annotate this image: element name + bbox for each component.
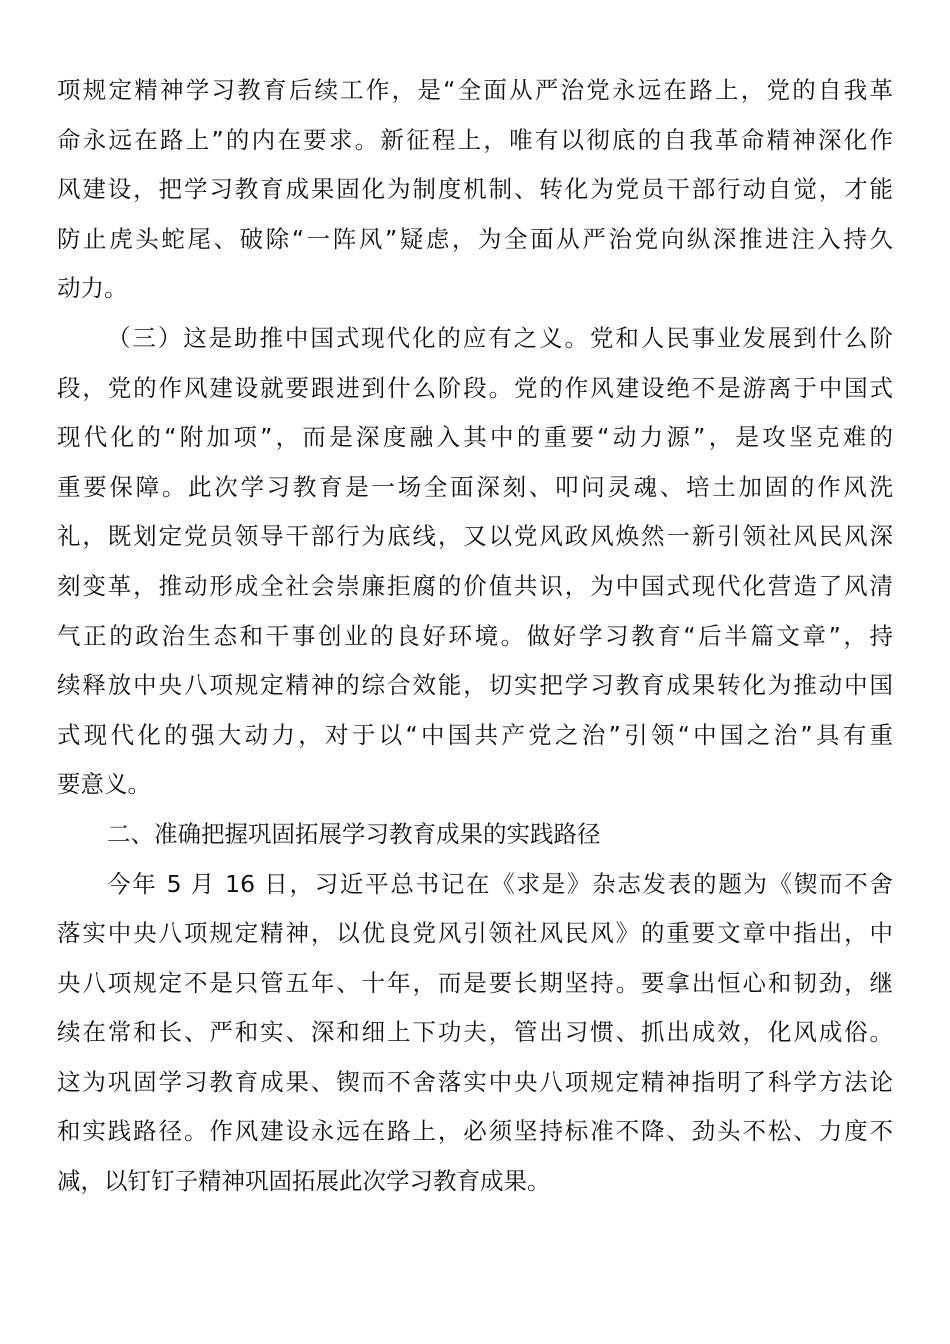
text-line: 落实中央八项规定精神，以优良党风引领社风民风》的重要文章中指出，中 [57,919,893,948]
text-line: 式现代化的强大动力，对于以“中国共产党之治”引领“中国之治”具有重 [57,720,893,749]
text-line: 续释放中央八项规定精神的综合效能，切实把学习教育成果转化为推动中国 [57,671,893,700]
text-line: 现代化的“附加项”，而是深度融入其中的重要“动力源”，是攻坚克难的 [57,423,893,452]
text-line: 今年 5 月 16 日，习近平总书记在《求是》杂志发表的题为《锲而不舍 [107,869,893,898]
paragraph-continuation [57,66,893,314]
text-line: 央八项规定不是只管五年、十年，而是要长期坚持。要拿出恒心和韧劲，继 [57,968,893,997]
text-line: 命永远在路上”的内在要求。新征程上，唯有以彻底的自我革命精神深化作 [57,125,893,154]
text-line: 防止虎头蛇尾、破除“一阵风”疑虑，为全面从严治党向纵深推进注入持久 [57,224,893,253]
text-line: 气正的政治生态和干事创业的良好环境。做好学习教育“后半篇文章”，持 [57,621,893,650]
text-line: 礼，既划定党员领导干部行为底线，又以党风政风焕然一新引领社风民风深 [57,522,893,551]
text-line: 和实践路径。作风建设永远在路上，必须坚持标准不降、劲头不松、力度不 [57,1117,893,1146]
text-line: 风建设，把学习教育成果固化为制度机制、转化为党员干部行动自觉，才能 [57,175,893,204]
paragraph-practice-path [57,860,893,1207]
text-line: 重要保障。此次学习教育是一场全面深刻、叩问灵魂、培土加固的作风洗 [57,472,893,501]
text-line: 减，以钉钉子精神巩固拓展此次学习教育成果。 [57,1167,551,1196]
text-line: 动力。 [57,274,128,303]
text-line: 这为巩固学习教育成果、锲而不舍落实中央八项规定精神指明了科学方法论 [57,1067,893,1096]
text-line: 刻变革，推动形成全社会崇廉拒腐的价值共识，为中国式现代化营造了风清 [57,571,893,600]
text-line: （三）这是助推中国式现代化的应有之义。党和人民事业发展到什么阶 [107,323,893,352]
heading-text: 二、准确把握巩固拓展学习教育成果的实践路径 [107,819,601,848]
text-line: 要意义。 [57,770,151,799]
paragraph-section-three [57,314,893,810]
document-page [57,66,893,1207]
text-line: 续在常和长、严和实、深和细上下功夫，管出习惯、抓出成效，化风成俗。 [57,1018,893,1047]
text-line: 项规定精神学习教育后续工作，是“全面从严治党永远在路上，党的自我革 [57,76,893,104]
text-line: 段，党的作风建设就要跟进到什么阶段。党的作风建设绝不是游离于中国式 [57,373,893,402]
section-heading [57,810,893,860]
